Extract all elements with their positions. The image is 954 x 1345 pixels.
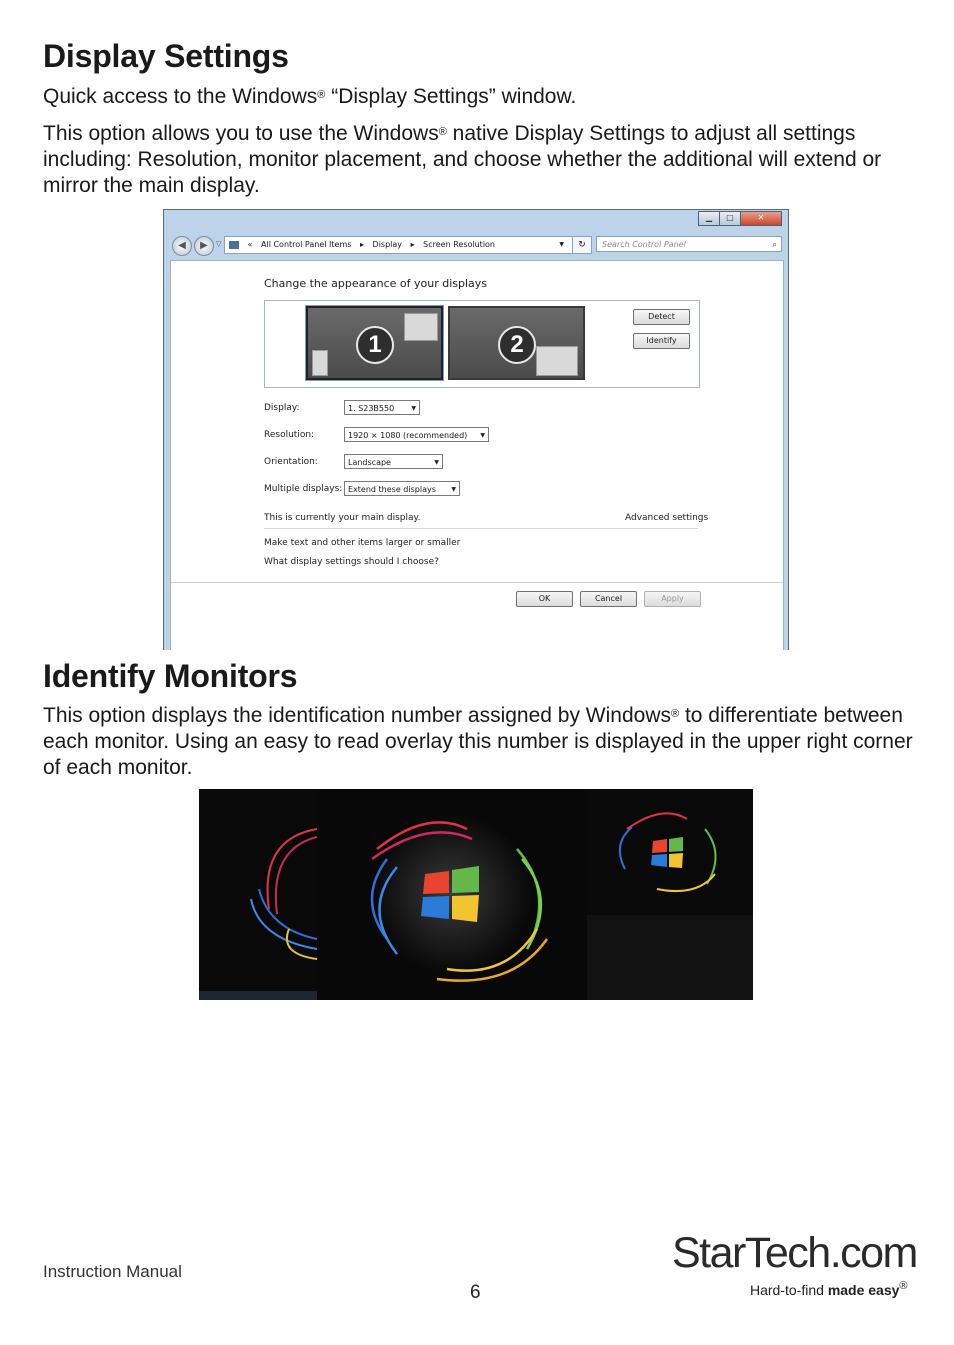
- navigation-bar: [164, 232, 788, 258]
- sidebar-thumbnail-icon: [312, 350, 328, 376]
- minimize-icon[interactable]: ▁: [698, 211, 720, 226]
- section-title-identify-monitors: Identify Monitors: [43, 658, 298, 694]
- section-title-display-settings: Display Settings: [43, 38, 289, 74]
- display-select[interactable]: 1. S23B550 ▼: [344, 400, 420, 415]
- multiple-displays-label: Multiple displays:: [264, 484, 343, 494]
- search-input[interactable]: [596, 236, 782, 252]
- logo-tagline: Hard-to-find made easy®: [750, 1280, 908, 1298]
- identify-button[interactable]: Identify: [633, 333, 690, 349]
- main-display-note: This is currently your main display.: [264, 513, 421, 523]
- right-screen: [587, 789, 753, 1000]
- content-heading: Change the appearance of your displays: [264, 277, 488, 290]
- breadcrumb-screen-resolution[interactable]: Screen Resolution: [423, 240, 496, 249]
- back-arrow-icon[interactable]: ◀: [172, 236, 192, 256]
- page-number: 6: [470, 1282, 481, 1303]
- recent-pages-chevron-icon[interactable]: ▽: [216, 240, 222, 248]
- wallpaper-swirl-left: [199, 789, 317, 1000]
- text-size-link[interactable]: Make text and other items larger or smaller: [264, 538, 461, 548]
- breadcrumb-all-items[interactable]: All Control Panel Items: [261, 240, 352, 249]
- startech-logo: [672, 1228, 917, 1308]
- breadcrumb-separator: ▸: [359, 240, 364, 249]
- display-label: Display:: [264, 403, 300, 413]
- address-dropdown-icon[interactable]: ▼: [559, 241, 564, 248]
- search-placeholder: Search Control Panel: [602, 240, 686, 249]
- monitor-1-number: 1: [356, 326, 394, 364]
- breadcrumb-separator: ▸: [410, 240, 415, 249]
- search-icon: ⌕: [772, 240, 777, 249]
- orientation-label: Orientation:: [264, 457, 318, 467]
- help-link[interactable]: What display settings should I choose?: [264, 557, 439, 567]
- monitor-2-number: 2: [498, 326, 536, 364]
- advanced-settings-link[interactable]: Advanced settings: [625, 513, 709, 523]
- monitor-1-tile[interactable]: [306, 306, 443, 380]
- resolution-select[interactable]: 1920 × 1080 (recommended) ▼: [344, 427, 489, 442]
- refresh-icon[interactable]: ↻: [572, 236, 592, 254]
- forward-arrow-icon[interactable]: ▶: [194, 236, 214, 256]
- identify-description: This option displays the identification number assigned by Windows® to differentiate between each monitor. Using an easy to read overlay this number is displayed in the upper right corner of each monitor.: [43, 704, 913, 779]
- window-controls: [699, 211, 782, 226]
- desktop-wallpaper-screenshot: [199, 789, 753, 1000]
- multiple-displays-select[interactable]: Extend these displays ▼: [344, 481, 460, 496]
- orientation-select[interactable]: Landscape ▼: [344, 454, 443, 469]
- footer-manual-label: Instruction Manual: [43, 1262, 182, 1281]
- monitor-arrangement-area: [264, 300, 700, 388]
- detect-button[interactable]: Detect: [633, 309, 690, 325]
- monitor-2-tile[interactable]: [448, 306, 585, 380]
- grid-thumbnail-icon: [536, 346, 578, 376]
- apply-button[interactable]: Apply: [644, 591, 701, 607]
- close-icon[interactable]: ✕: [740, 211, 782, 226]
- intro-line: Quick access to the Windows® “Display Settings” window.: [43, 85, 577, 108]
- address-bar[interactable]: [224, 236, 575, 254]
- breadcrumb-display[interactable]: Display: [372, 240, 403, 249]
- description-paragraph: This option allows you to use the Windows® native Display Settings to adjust all settings including: Resolution, monitor placement, and choose whether the additional will extend or mirror the main display.: [43, 122, 882, 197]
- footer-divider: [171, 582, 783, 583]
- breadcrumb-overflow: «: [247, 240, 253, 249]
- windows-logo-right: [587, 789, 753, 1000]
- maximize-icon[interactable]: □: [719, 211, 741, 226]
- window-thumbnail-icon: [404, 313, 438, 341]
- center-screen: [317, 789, 587, 1000]
- screen-resolution-window: [163, 209, 789, 650]
- resolution-label: Resolution:: [264, 430, 315, 440]
- taskbar: [199, 991, 317, 1000]
- ok-button[interactable]: OK: [516, 591, 573, 607]
- control-panel-icon: [229, 241, 239, 249]
- left-screen: [199, 789, 317, 1000]
- windows-logo-center: [317, 789, 587, 1000]
- divider: [264, 528, 698, 529]
- logo-wordmark: StarTech.com: [672, 1229, 917, 1277]
- cancel-button[interactable]: Cancel: [580, 591, 637, 607]
- window-content: [170, 260, 784, 650]
